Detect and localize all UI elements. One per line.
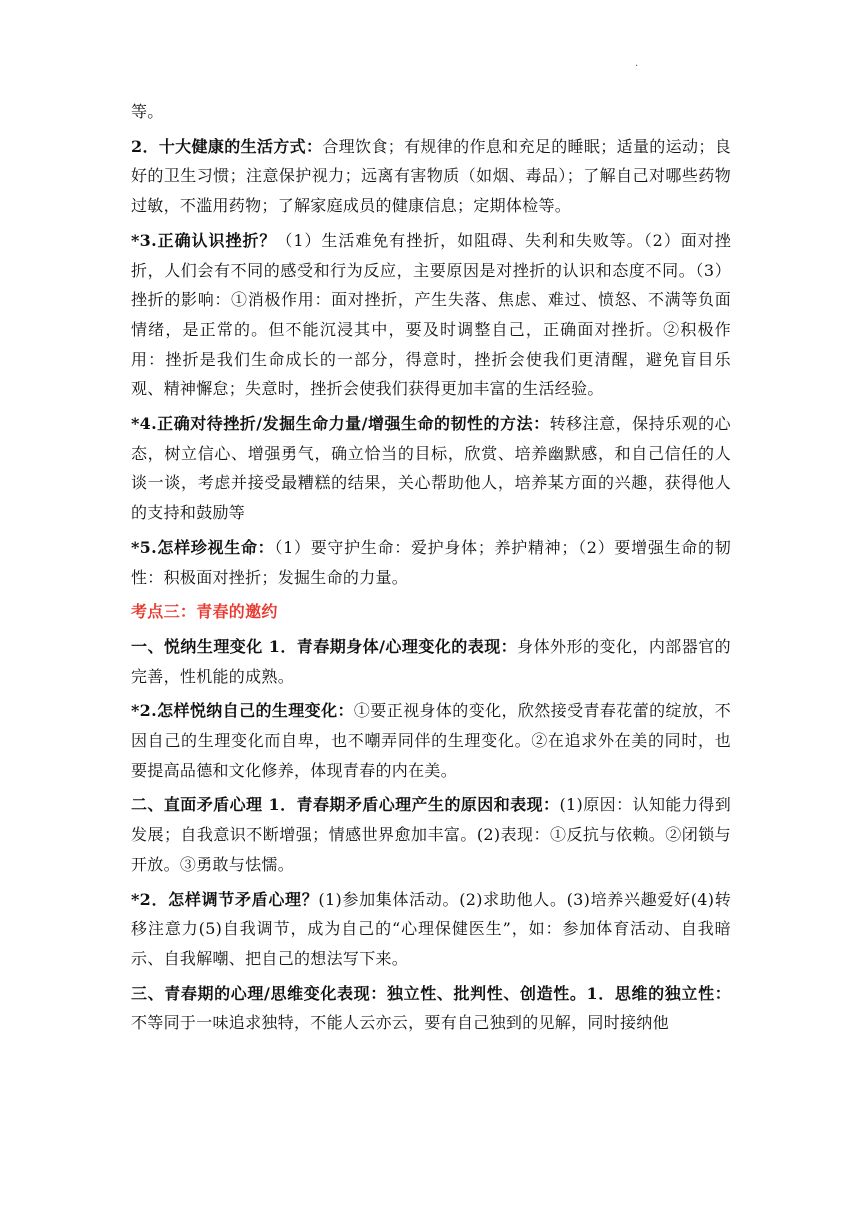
paragraph-lead: *2．怎样调节矛盾心理？ — [131, 889, 319, 909]
paragraph-text: 合理饮食；有规律的作息和充足的睡眠；适量的运动；良好的卫生习惯；注意保护视力；远离有害物质（如烟、毒品）；了解自己对哪些药物过敏，不滥用药物；了解家庭成员的健康信息；定期体检等。 — [131, 136, 731, 216]
paragraph-lead: *3.正确认识挫折？ — [131, 230, 277, 250]
paragraph-lead: *4.正确对待挫折/发掘生命力量/增强生命的韧性的方法： — [131, 414, 550, 434]
paragraph-text: 等。 — [131, 102, 164, 121]
paragraph-contradictory-mind — [131, 790, 731, 879]
paragraph-understanding-setbacks — [131, 226, 731, 404]
section-heading: 考点三：青春的邀约 — [131, 602, 278, 622]
paragraph-text: 转移注意，保持乐观的心态，树立信心、增强勇气，确立恰当的目标，欣赏、培养幽默感，和自己信任的人谈一谈，考虑并接受最糟糕的结果，关心帮助他人，培养某方面的兴趣，获得他人的支持和鼓励等 — [131, 414, 731, 523]
paragraph-text: 不等同于一味追求独特，不能人云亦云，要有自己独到的见解，同时接纳他 — [131, 1013, 669, 1033]
paragraph-text: ①要正视身体的变化，欣然接受青春花蕾的绽放，不因自己的生理变化而自卑，也不嘲弄同伴的生理变化。②在追求外在美的同时，也要提高品德和文化修养，体现青春的内在美。 — [131, 701, 732, 780]
paragraph-physical-changes — [131, 632, 731, 691]
document-body — [131, 97, 731, 1043]
paragraph-lead: 三、青春期的心理/思维变化表现：独立性、批判性、创造性。1．思维的独立性： — [131, 983, 731, 1003]
paragraph-adjust-mind — [131, 885, 731, 974]
paragraph-lead: *2.怎样悦纳自己的生理变化： — [131, 701, 354, 721]
paragraph-text: （1）生活难免有挫折，如阻碍、失利和失败等。（2）面对挫折，人们会有不同的感受和行为反应，主要原因是对挫折的认识和态度不同。（3）挫折的影响：①消极作用：面对挫折，产生失落、焦虑、难过、愤怒、不满等负面情绪，是正常的。但不能沉浸其中，要及时调整自己，正确面对挫折。②积极作用：挫折是我们生命成长的一部分，得意时，挫折会使我们更清醒，避免盲目乐观、精神懈怠；失意时，挫折会使我们获得更加丰富的生活经验。 — [131, 230, 731, 399]
paragraph-thinking-changes — [131, 979, 731, 1038]
paragraph-cherish-life — [131, 533, 731, 592]
page-mark: . — [635, 58, 639, 69]
paragraph-text: （1）要守护生命：爱护身体；养护精神；（2）要增强生命的韧性：积极面对挫折；发掘生命的力量。 — [131, 537, 731, 587]
paragraph-healthy-lifestyle — [131, 132, 731, 221]
paragraph-text: 身体外形的变化，内部器官的完善，性机能的成熟。 — [131, 636, 731, 686]
paragraph-coping-methods — [131, 409, 731, 528]
paragraph-lead: 二、直面矛盾心理 1．青春期矛盾心理产生的原因和表现： — [131, 795, 560, 815]
paragraph-lead: 2．十大健康的生活方式： — [131, 136, 323, 156]
paragraph-continuation — [131, 97, 731, 127]
paragraph-accept-changes — [131, 696, 731, 785]
paragraph-lead: *5.怎样珍视生命： — [131, 537, 275, 557]
paragraph-text: (1)原因：认知能力得到发展；自我意识不断增强；情感世界愈加丰富。(2)表现：①反抗与依赖。②闭锁与开放。③勇敢与怯懦。 — [131, 795, 731, 874]
paragraph-text: (1)参加集体活动。(2)求助他人。(3)培养兴趣爱好(4)转移注意力(5)自我调节，成为自己的“心理保健医生”，如：参加体育活动、自我暗示、自我解嘲、把自己的想法写下来。 — [131, 889, 731, 968]
paragraph-lead: 一、悦纳生理变化 1．青春期身体/心理变化的表现： — [131, 636, 518, 656]
